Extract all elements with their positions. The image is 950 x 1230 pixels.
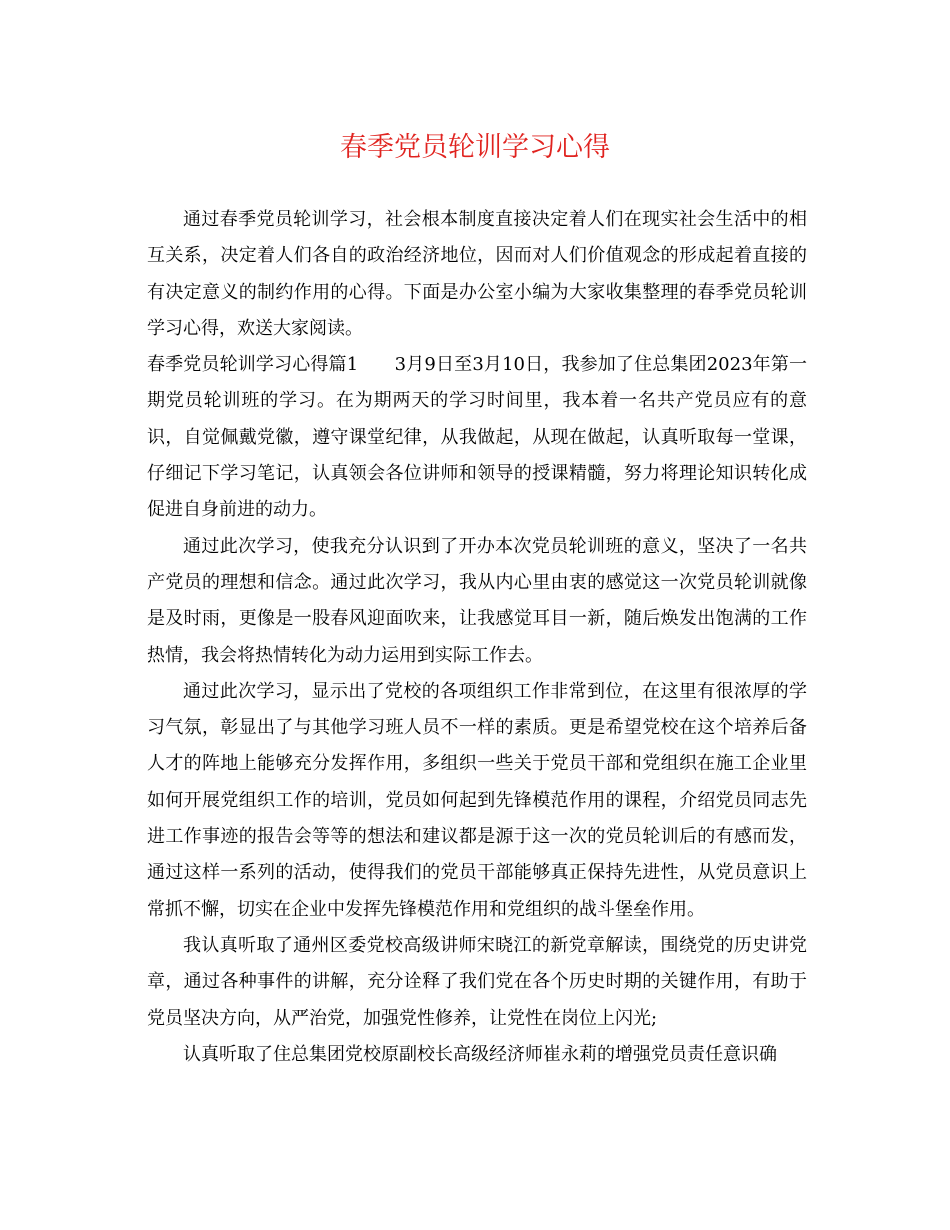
paragraph: 通过此次学习，显示出了党校的各项组织工作非常到位，在这里有很浓厚的学习气氛，彰显出了与其他学习班人员不一样的素质。更是希望党校在这个培养后备人才的阵地上能够充分发挥作用，多组织一些关于党员干部和党组织在施工企业里如何开展党组织工作的培训，党员如何起到先锋模范作用的课程，介绍党员同志先进工作事迹的报告会等等的想法和建议都是源于这一次的党员轮训后的有感而发，通过这样一系列的活动，使得我们的党员干部能够真正保持先进性，从党员意识上常抓不懈，切实在企业中发挥先锋模范作用和党组织的战斗堡垒作用。 xyxy=(147,680,807,920)
paragraph: 我认真听取了通州区委党校高级讲师宋晓江的新党章解读，围绕党的历史讲党章，通过各种事件的讲解，充分诠释了我们党在各个历史时期的关键作用，有助于党员坚决方向，从严治党，加强党性修养，让党性在岗位上闪光; xyxy=(147,934,807,1029)
paragraph: 通过此次学习，使我充分认识到了开办本次党员轮训班的意义，坚决了一名共产党员的理想和信念。通过此次学习，我从内心里由衷的感觉这一次党员轮训就像是及时雨，更像是一股春风迎面吹来，让我感觉耳目一新，随后焕发出饱满的工作热情，我会将热情转化为动力运用到实际工作去。 xyxy=(147,535,807,666)
document-body xyxy=(147,202,807,1073)
document-title: 春季党员轮训学习心得 xyxy=(340,132,610,163)
paragraph: 认真听取了住总集团党校原副校长高级经济师崔永莉的增强党员责任意识确 xyxy=(183,1043,777,1065)
paragraph: 通过春季党员轮训学习，社会根本制度直接决定着人们在现实社会生活中的相互关系，决定着人们各自的政治经济地位，因而对人们价值观念的形成起着直接的有决定意义的制约作用的心得。下面是办公室小编为大家收集整理的春季党员轮训学习心得，欢送大家阅读。 xyxy=(147,209,807,339)
paragraph: 春季党员轮训学习心得篇1 3月9日至3月10日，我参加了住总集团2023年第一期党员轮训班的学习。在为期两天的学习时间里，我本着一名共产党员应有的意识，自觉佩戴党徽，遵守课堂纪律，从我做起，从现在做起，认真听取每一堂课，仔细记下学习笔记，认真领会各位讲师和领导的授课精髓，努力将理论知识转化成促进自身前进的动力。 xyxy=(147,354,807,521)
